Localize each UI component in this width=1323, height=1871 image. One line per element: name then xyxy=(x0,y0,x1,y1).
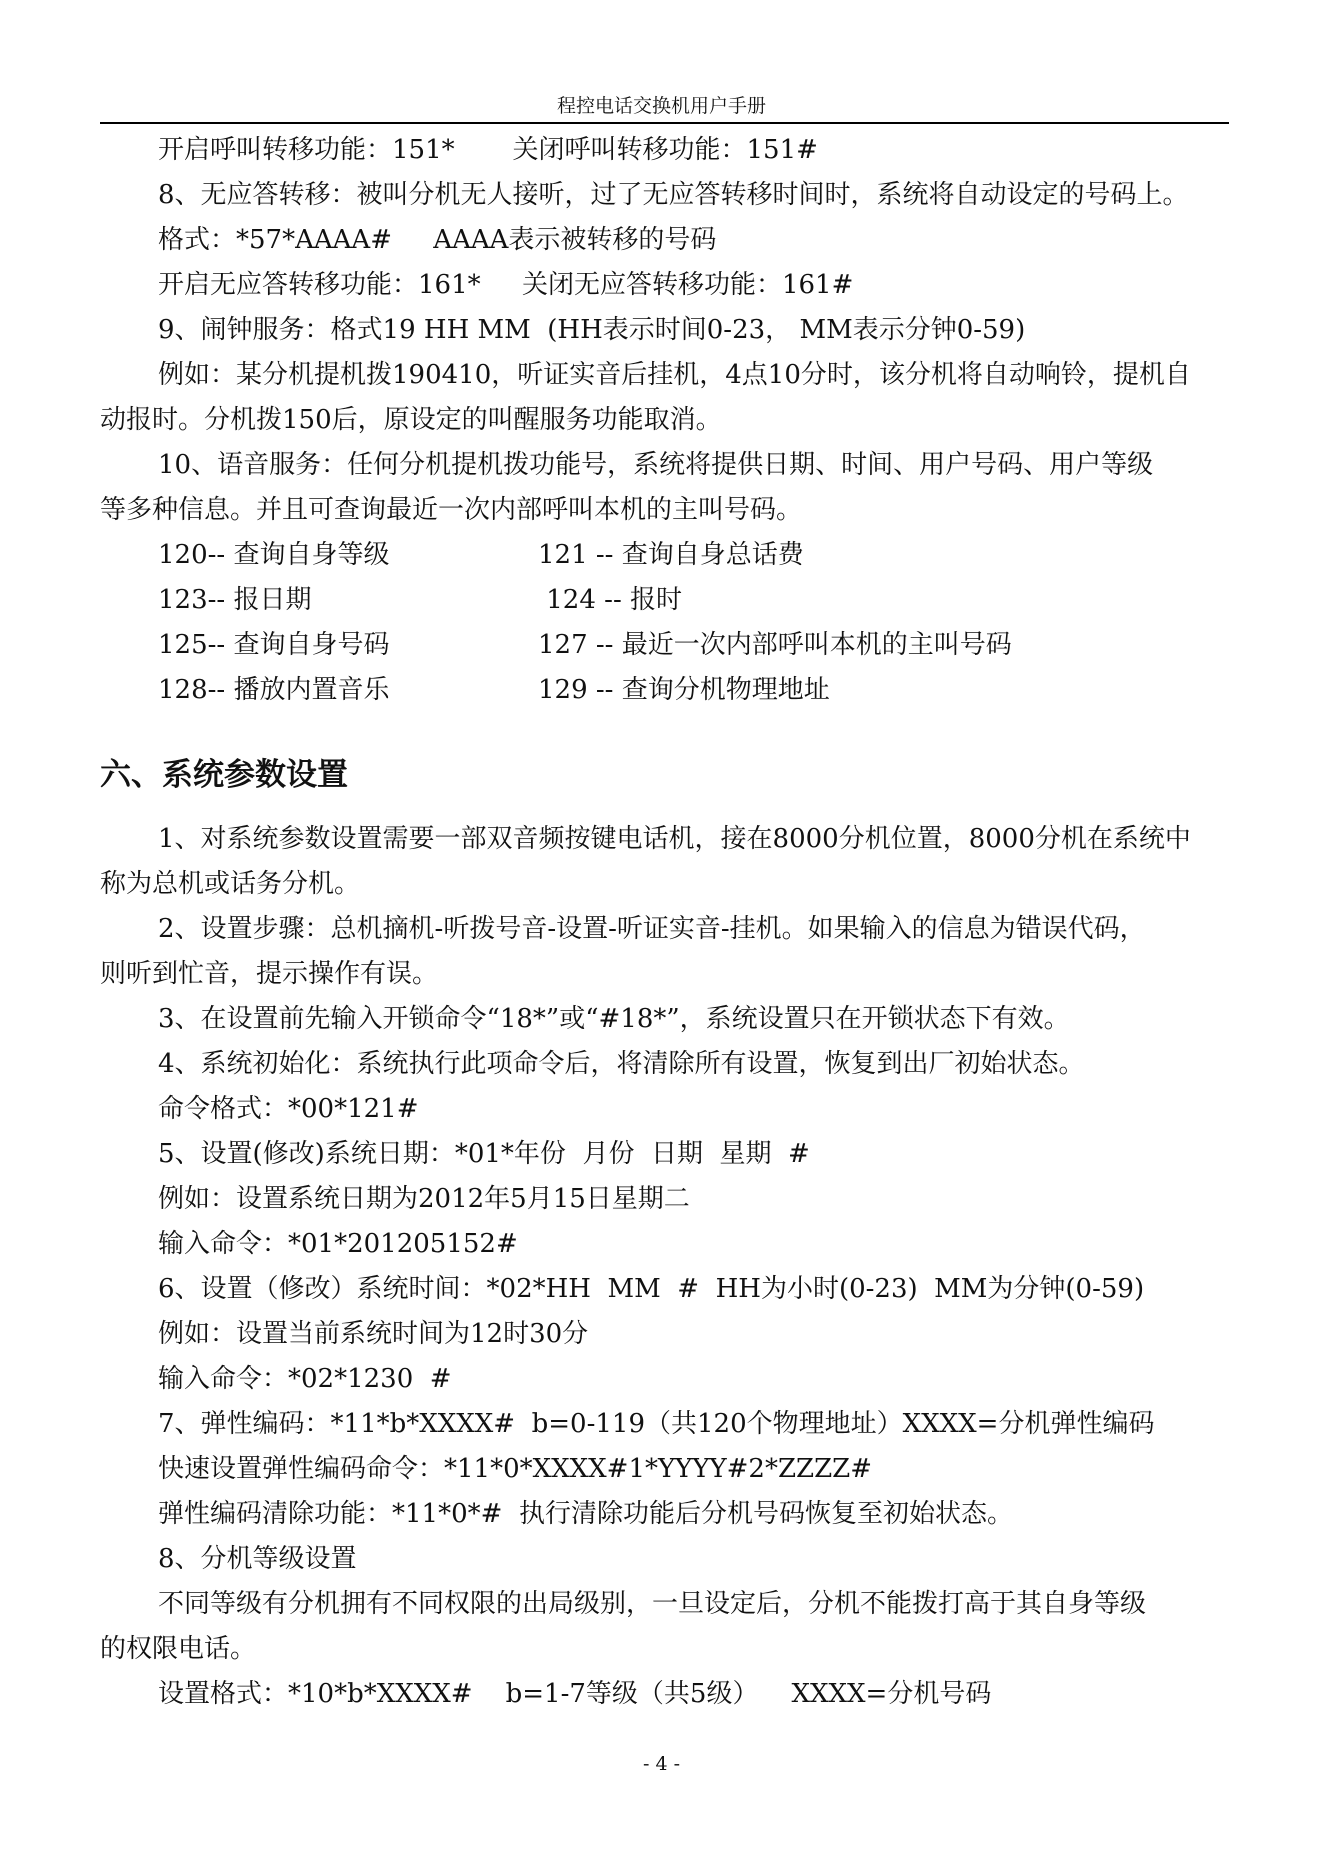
voice-code-row xyxy=(100,668,1229,713)
section-heading-system-settings: 六、系统参数设置 xyxy=(100,757,348,793)
alarm-service-example: 例如：某分机提机拨190410，听证实音后挂机，4点10分时，该分机将自动响铃，提机自 xyxy=(158,360,1191,390)
settings-paragraph-line: 例如：设置当前系统时间为12时30分 xyxy=(158,1319,589,1349)
no-answer-forward-toggle-line: 开启无应答转移功能：161* 关闭无应答转移功能：161# xyxy=(158,270,854,300)
voice-code-right: 124 -- 报时 xyxy=(538,585,682,615)
settings-paragraph-line: 输入命令：*01*201205152# xyxy=(158,1229,518,1259)
voice-code-right: 129 -- 查询分机物理地址 xyxy=(538,675,830,705)
header-divider xyxy=(100,122,1229,124)
alarm-service-title: 9、闹钟服务：格式19 HH MM (HH表示时间0-23， MM表示分钟0-59) xyxy=(158,315,1026,345)
settings-paragraph-line: 例如：设置系统日期为2012年5月15日星期二 xyxy=(158,1184,690,1214)
settings-paragraph-line: 的权限电话。 xyxy=(100,1634,257,1664)
voice-service-title: 10、语音服务：任何分机提机拨功能号，系统将提供日期、时间、用户号码、用户等级 xyxy=(158,450,1154,480)
call-forward-toggle-line: 开启呼叫转移功能：151* 关闭呼叫转移功能：151# xyxy=(158,135,818,165)
settings-paragraph-line: 则听到忙音，提示操作有误。 xyxy=(100,959,439,989)
settings-paragraph-line: 弹性编码清除功能：*11*0*# 执行清除功能后分机号码恢复至初始状态。 xyxy=(158,1499,1013,1529)
voice-code-left: 120-- 查询自身等级 xyxy=(158,540,390,570)
voice-code-left: 128-- 播放内置音乐 xyxy=(158,675,390,705)
settings-paragraph-line: 输入命令：*02*1230 # xyxy=(158,1364,452,1394)
settings-paragraph-line: 5、设置(修改)系统日期：*01*年份 月份 日期 星期 # xyxy=(158,1139,810,1169)
settings-paragraph-line: 7、弹性编码：*11*b*XXXX# b=0-119（共120个物理地址）XXXX=分机弹性编码 xyxy=(158,1409,1155,1439)
no-answer-forward-format: 格式：*57*AAAA# AAAA表示被转移的号码 xyxy=(158,225,717,255)
settings-paragraph-line: 不同等级有分机拥有不同权限的出局级别，一旦设定后，分机不能拨打高于其自身等级 xyxy=(158,1589,1147,1619)
settings-paragraph-line: 命令格式：*00*121# xyxy=(158,1094,419,1124)
alarm-service-example-cont: 动报时。分机拨150后，原设定的叫醒服务功能取消。 xyxy=(100,405,722,435)
page-body xyxy=(100,128,1229,1717)
settings-paragraph-line: 3、在设置前先输入开锁命令“18*”或“#18*”，系统设置只在开锁状态下有效。 xyxy=(158,1004,1070,1034)
voice-code-right: 121 -- 查询自身总话费 xyxy=(538,540,804,570)
no-answer-forward-title: 8、无应答转移：被叫分机无人接听，过了无应答转移时间时，系统将自动设定的号码上。 xyxy=(158,180,1189,210)
voice-code-row xyxy=(100,533,1229,578)
page-header-title: 程控电话交换机用户手册 xyxy=(556,95,766,117)
voice-service-title-cont: 等多种信息。并且可查询最近一次内部呼叫本机的主叫号码。 xyxy=(100,495,803,525)
settings-paragraph-line: 4、系统初始化：系统执行此项命令后，将清除所有设置，恢复到出厂初始状态。 xyxy=(158,1049,1085,1079)
voice-code-row xyxy=(100,623,1229,668)
settings-paragraph-line: 设置格式：*10*b*XXXX# b=1-7等级（共5级） XXXX=分机号码 xyxy=(158,1679,992,1709)
voice-code-left: 125-- 查询自身号码 xyxy=(158,630,390,660)
settings-paragraph-line: 快速设置弹性编码命令：*11*0*XXXX#1*YYYY#2*ZZZZ# xyxy=(158,1454,873,1484)
settings-paragraph-line: 称为总机或话务分机。 xyxy=(100,869,361,899)
settings-paragraph-line: 6、设置（修改）系统时间：*02*HH MM # HH为小时(0-23) MM为分钟(0-59) xyxy=(158,1274,1145,1304)
voice-code-left: 123-- 报日期 xyxy=(158,585,312,615)
voice-code-row xyxy=(100,578,1229,623)
voice-code-right: 127 -- 最近一次内部呼叫本机的主叫号码 xyxy=(538,630,1012,660)
page-number: - 4 - xyxy=(642,1753,680,1775)
settings-paragraph-line: 1、对系统参数设置需要一部双音频按键电话机，接在8000分机位置，8000分机在系统中 xyxy=(158,824,1191,854)
settings-paragraph-line: 2、设置步骤：总机摘机-听拨号音-设置-听证实音-挂机。如果输入的信息为错误代码， xyxy=(158,914,1146,944)
settings-paragraph-line: 8、分机等级设置 xyxy=(158,1544,357,1574)
